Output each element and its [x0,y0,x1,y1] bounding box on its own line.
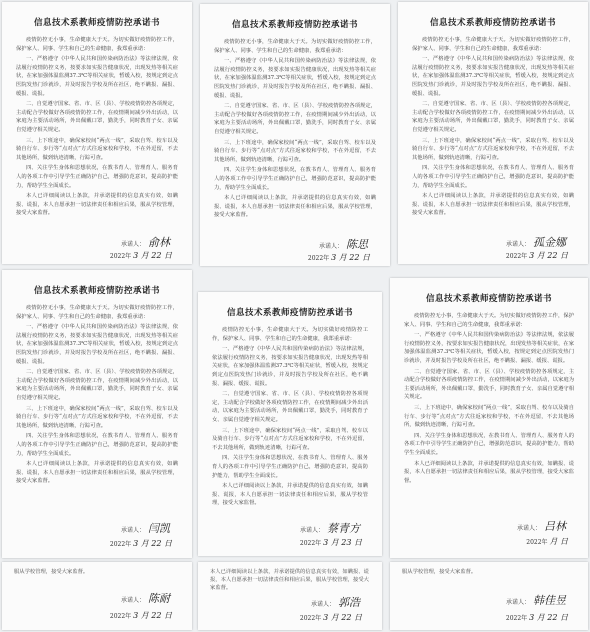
pledge-date: 2022年 3 月 22 日 [109,611,172,620]
pledge-date: 2022年 3 月 23 日 [299,538,362,547]
pledge-page-6 [390,278,588,558]
pledge-date: 2022年 月 日 [526,537,568,546]
signature-line: 承诺人： 孤金娜 [505,236,566,249]
pledge-paragraph: 一、严格遵守《中华人民共和国传染病防治法》等法律法规，依法履行疫情防控义务，按要求如实报告健康状况，出现发热等相关症状，在家加强体温监测37.3℃等相关症状，暂缓入校，按规定到定点医院发热门诊就诊，并及时报告学校及所在社区，绝不瞒报、漏报、缓报、谎报。 [16,56,178,97]
pledge-paragraph: 疫情防控无小事，生命健康大于天。为切实做好疫情防控工作，保护家人、同事、学生和自己的生命健康，我郑重承诺： [212,327,368,342]
pledge-paragraph: 疫情防控无小事，生命健康大于天。为切实做好疫情防控工作，保护家人、同事、学生和自己的生命健康，我郑重承诺： [214,39,376,54]
signature-name: 韩佳昱 [533,594,566,607]
signature-name: 陈思 [346,238,368,251]
pledge-title: 信息技术系教师疫情防控承诺书 [429,18,556,28]
signature-line: 承诺人： 俞林 [120,236,170,249]
pledge-paragraph: 三、上下班途中，确保家校间“两点一线”，采取自驾、校车以及骑自行车、步行等“点对点”方式往返家校和学校，不在外逗留，不去其他场所，做到轨迹清晰，行踪可查。 [404,404,574,429]
pledge-paragraph: 四、关注学生身体和思想状况，在教书育人、管理育人、服务育人的各项工作中引导学生正确防护自己，增强防范意识，提高防护能力，帮助学生全面成长。 [404,432,574,456]
pledge-paragraph: 一、严格遵守《中华人民共和国传染病防治法》等法律法规，依法履行疫情防控义务，按要求如实报告健康状况，出现发热等相关症状，在家加强体温监测37.3℃等相关症状，暂缓入校，按规定到定点医院发热门诊就诊，并及时报告学校及所在社区，绝不瞒报、漏报、缓报、谎报。 [412,56,574,97]
pledge-paragraph: 本人已详细阅读以上条款，并承诺提供的信息真实有效，如瞒报、谎报，本人自愿承担一切法律责任和相应后果，服从学校管理，接受大家监督。 [404,460,574,484]
pledge-date: 2022年 3 月 22 日 [505,613,568,622]
signature-name: 闫凯 [148,522,170,535]
pledge-paragraph: 三、上下班途中，确保家校间“两点一线”，采取自驾、校车以及骑自行车、步行等“点对点”方式往返家校和学校，不在外逗留，不去其他场所，做到轨迹清晰，行踪可查。 [16,137,178,161]
pledge-paragraph: 四、关注学生身体和思想状况，在教书育人、管理育人、服务育人的各项工作中引导学生正确防护自己，增强防范意识，提高防护能力，帮助学生全面成长。 [212,455,368,479]
pledge-title: 信息技术系教师疫情防控承诺书 [425,294,552,304]
pledge-paragraph: 二、自觉遵守国家、省、市、区（县）、学校疫情防控各项规定，主动配合学校做好各项疫情防控工作，在疫情期间减少外出活动，以家庭为主要活动场所，外出佩戴口罩，勤洗手，同时教育子女、亲属自觉遵守相关规定。 [212,391,368,423]
pledge-paragraph: 三、上下班途中，确保家校间“两点一线”，采取自驾、校车以及骑自行车、步行等“点对点”方式往返家校和学校，不在外逗留，不去其他场所，做到轨迹清晰，行踪可查。 [412,137,574,161]
pledge-paragraph: 三、上下班途中，确保家校间“两点一线”，采取自驾、校车以及骑自行车、步行等“点对点”方式往返家校和学校，不在外逗留，不去其他场所，做到轨迹清晰，行踪可查。 [214,139,376,163]
pledge-title: 信息技术系教师疫情防控承诺书 [33,286,160,296]
signature-line: 承诺人： 韩佳昱 [505,594,566,607]
pledge-paragraph: 本人已详细阅读以上条款，并承诺提供的信息真实有效，如瞒报、谎报，本人自愿承担一切法律责任和相应后果，服从学校管理，接受大家监督。 [214,195,376,219]
signature-name: 陈耐 [148,592,170,605]
pledge-page-2 [200,4,390,266]
pledge-fragment: 服从学校管理，接受大家监督。 [14,569,89,575]
pledge-page-1 [2,2,192,264]
pledge-paragraph: 二、自觉遵守国家、省、市、区（县）、学校疫情防控各项规定，主动配合学校做好各项疫情防控工作，在疫情期间减少外出活动，以家庭为主要活动场所，外出佩戴口罩，勤洗手，同时教育子女、亲属自觉遵守相关规定。 [412,101,574,133]
pledge-paragraph: 本人已详细阅读以上条款，并承诺提供的信息真实有效，如瞒报、谎报，本人自愿承担一切法律责任和相应后果，服从学校管理，接受大家监督。 [412,193,574,217]
pledge-page-9 [390,562,588,630]
pledge-paragraph: 二、自觉遵守国家、省、市、区（县）、学校疫情防控各项规定，主动配合学校做好各项疫情防控工作，在疫情期间减少外出活动，以家庭为主要活动场所，外出佩戴口罩，勤洗手，同时教育子女、亲属自觉遵守相关规定。 [214,103,376,135]
pledge-page-7 [2,562,192,630]
pledge-paragraph: 二、自觉遵守国家、省、市、区（县）、学校疫情防控各项规定，主动配合学校做好各项疫情防控工作，在疫情期间减少外出活动，以家庭为主要活动场所，外出佩戴口罩，勤洗手，同时教育子女、亲属自觉遵守相关规定。 [16,101,178,133]
signature-name: 俞林 [148,236,170,249]
pledge-fragment: 服从学校管理，接受大家监督。 [402,569,477,575]
pledge-paragraph: 四、关注学生身体和思想状况，在教书育人、管理育人、服务育人的各项工作中引导学生正确防护自己，增强防范意识，提高防护能力，帮助学生全面成长。 [16,165,178,189]
pledge-title: 信息技术系教师疫情防控承诺书 [33,18,160,28]
pledge-paragraph: 二、自觉遵守国家、省、市、区（县）、学校疫情防控各项规定，主动配合学校做好各项疫情防控工作，在疫情期间减少外出活动，以家庭为主要活动场所，外出佩戴口罩，勤洗手，同时教育子女、亲属自觉遵守相关规定。 [16,369,178,401]
pledge-title: 信息技术系教师疫情防控承诺书 [226,308,353,318]
pledge-page-3 [398,2,588,264]
pledge-date: 2022年 3 月 22 日 [307,253,370,262]
signature-name: 吕林 [544,520,566,533]
pledge-paragraph: 一、严格遵守《中华人民共和国传染病防治法》等法律法规，依法履行疫情防控义务，按要求如实报告健康状况，出现发热等相关症状，在家加强体温监测37.3℃等相关症状，暂缓入校，按规定到定点医院发热门诊就诊，并及时报告学校及所在社区，绝不瞒报、漏报、缓报、谎报。 [16,324,178,365]
pledge-paragraph: 疫情防控无小事，生命健康大于天。为切实做好疫情防控工作，保护家人、同事、学生和自己的生命健康，我郑重承诺： [404,313,574,328]
pledge-paragraph: 四、关注学生身体和思想状况，在教书育人、管理育人、服务育人的各项工作中引导学生正确防护自己，增强防范意识，提高防护能力，帮助学生全面成长。 [16,433,178,457]
pledge-paragraph: 本人已详细阅读以上条款，并承诺提供的信息真实有效，如瞒报、谎报，本人自愿承担一切法律责任和相应后果，服从学校管理，接受大家监督。 [16,461,178,485]
pledge-paragraph: 本人已详细阅读以上条款，并承诺提供的信息真实有效，如瞒报、谎报，本人自愿承担一切法律责任和相应后果，服从学校管理，接受大家监督。 [16,193,178,217]
pledge-date: 2022年 3 月 22 日 [505,251,568,260]
signature-name: 郭浩 [338,596,360,609]
signature-line: 承诺人： 蔡青方 [299,522,360,535]
pledge-paragraph: 三、上下班途中，确保家校间“两点一线”，采取自驾、校车以及骑自行车、步行等“点对点”方式往返家校和学校，不在外逗留，不去其他场所，做到轨迹清晰，行踪可查。 [212,427,368,451]
pledge-paragraph: 本人已详细阅读以上条款，并承诺提供的信息真实有效，如瞒报、谎报，本人自愿承担一切法律责任和相应后果，服从学校管理，接受大家监督。 [212,483,368,507]
pledge-paragraph: 疫情防控无小事，生命健康大于天。为切实做好疫情防控工作，保护家人、同事、学生和自己的生命健康，我郑重承诺： [412,37,574,52]
pledge-paragraph: 四、关注学生身体和思想状况，在教书育人、管理育人、服务育人的各项工作中引导学生正确防护自己，增强防范意识，提高防护能力，帮助学生全面成长。 [412,165,574,189]
pledge-date: 2022年 3 月 22 日 [109,539,172,548]
pledge-paragraph: 一、严格遵守《中华人民共和国传染病防治法》等法律法规，依法履行疫情防控义务，按要求如实报告健康状况，出现发热等相关症状，在家加强体温监测37.3℃等相关症状，暂缓入校，按规定到定点医院发热门诊就诊，并及时报告学校及所在社区，绝不瞒报、漏报、缓报、谎报。 [214,58,376,99]
signature-line: 承诺人： 陈思 [318,238,368,251]
pledge-fragment: 本人已详细阅读以上条款，并承诺提供的信息真实有效，如瞒报、谎报，本人自愿承担一切法律责任和相应后果，服从学校管理，接受大家监督。 [210,569,369,591]
pledge-paragraph: 四、关注学生身体和思想状况，在教书育人、管理育人、服务育人的各项工作中引导学生正确防护自己，增强防范意识，提高防护能力，帮助学生全面成长。 [214,167,376,191]
pledge-paragraph: 一、严格遵守《中华人民共和国传染病防治法》等法律法规，依法履行疫情防控义务，按要求如实报告健康状况，出现发热等相关症状，在家加强体温监测37.3℃等相关症状，暂缓入校，按规定到定点医院发热门诊就诊，并及时报告学校及所在社区，绝不瞒报、漏报、缓报、谎报。 [212,346,368,387]
pledge-paragraph: 二、自觉遵守国家、省、市、区（县）、学校疫情防控各项规定，主动配合学校做好各项疫情防控工作，在疫情期间减少外出活动，以家庭为主要活动场所，外出佩戴口罩，勤洗手，同时教育子女、亲属自觉遵守相关规定。 [404,368,574,401]
pledge-title: 信息技术系教师疫情防控承诺书 [231,20,358,30]
signature-name: 蔡青方 [327,522,360,535]
pledge-paragraph: 一、严格遵守《中华人民共和国传染病防治法》等法律法规，依法履行疫情防控义务，按要求如实报告健康状况，出现发热等相关症状，在家加强体温监测37.3℃等相关症状，暂缓入校，按规定到定点医院发热门诊就诊，并及时报告学校及所在社区，绝不瞒报、漏报、缓报、谎报。 [404,332,574,364]
pledge-page-4 [2,270,192,558]
signature-line: 承诺人： 陈耐 [120,592,170,605]
pledge-paragraph: 疫情防控无小事，生命健康大于天。为切实做好疫情防控工作，保护家人、同事、学生和自己的生命健康，我郑重承诺： [16,37,178,52]
signature-line: 承诺人： 郭浩 [310,596,360,609]
pledge-page-8 [198,562,382,630]
signature-line: 承诺人： 吕林 [516,520,566,533]
signature-name: 孤金娜 [533,236,566,249]
pledge-date: 2022年 3 月 22 日 [299,613,362,622]
pledge-date: 2022年 3 月 22 日 [109,251,172,260]
pledge-page-5 [198,292,382,556]
signature-line: 承诺人： 闫凯 [120,522,170,535]
pledge-paragraph: 疫情防控无小事，生命健康大于天。为切实做好疫情防控工作，保护家人、同事、学生和自己的生命健康，我郑重承诺： [16,305,178,320]
pledge-paragraph: 三、上下班途中，确保家校间“两点一线”，采取自驾、校车以及骑自行车、步行等“点对点”方式往返家校和学校，不在外逗留，不去其他场所，做到轨迹清晰，行踪可查。 [16,405,178,429]
